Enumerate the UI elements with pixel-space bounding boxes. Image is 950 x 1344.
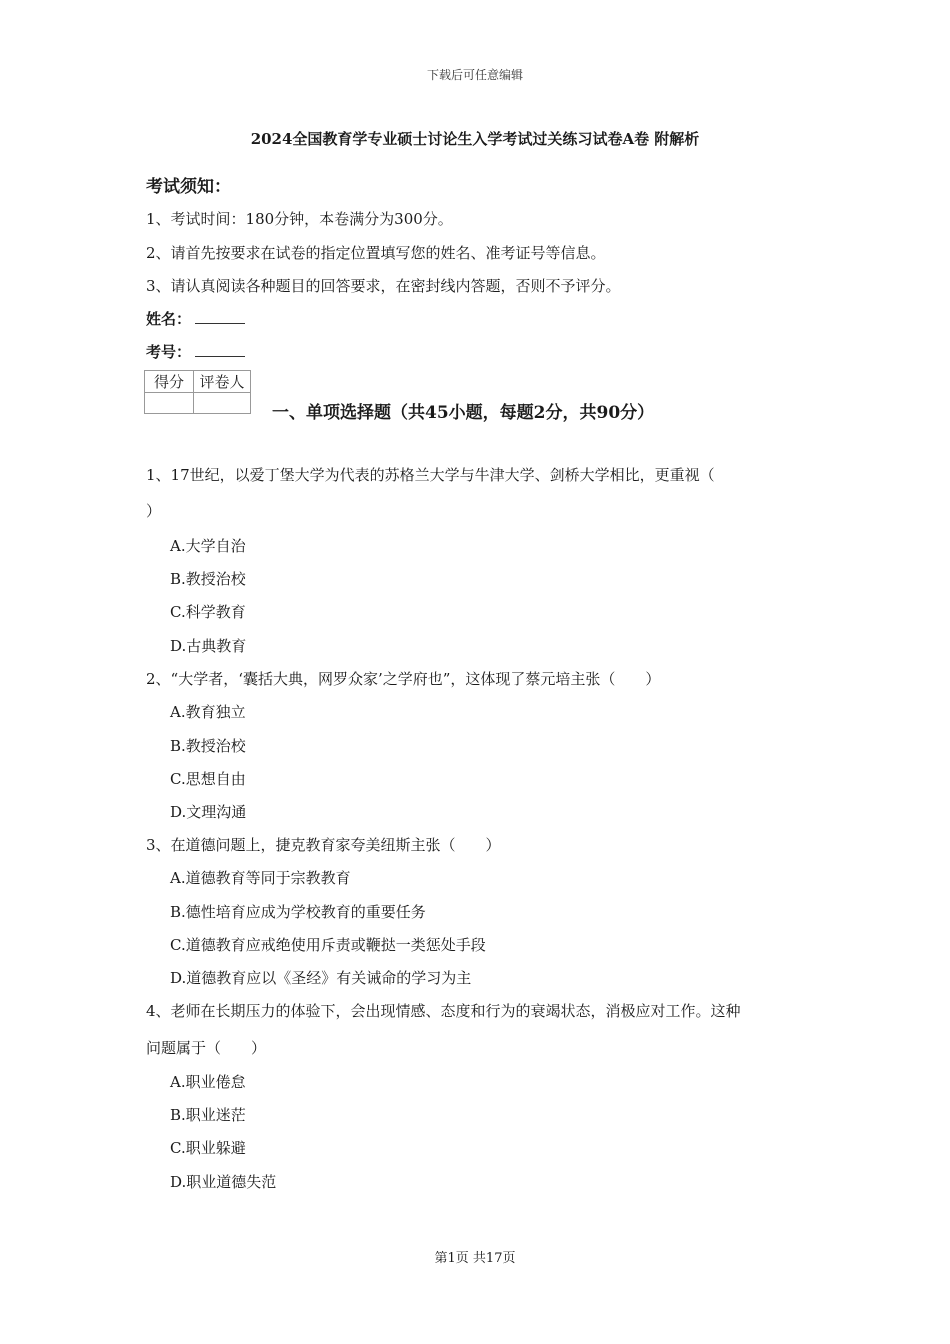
option: D.道德教育应以《圣经》有关诫命的学习为主 xyxy=(170,969,472,987)
grader-header: 评卷人 xyxy=(194,371,251,393)
option: A.职业倦怠 xyxy=(170,1073,246,1091)
notice-heading: 考试须知： xyxy=(146,177,231,197)
score-cell xyxy=(145,393,194,414)
option: B.教授治校 xyxy=(170,737,246,755)
grader-cell xyxy=(194,393,251,414)
option: B.德性培育应成为学校教育的重要任务 xyxy=(170,903,426,921)
question-stem: 2、“大学者，‘囊括大典，网罗众家’之学府也”，这体现了蔡元培主张（ ） xyxy=(146,670,661,688)
option: B.职业迷茫 xyxy=(170,1106,246,1124)
id-blank xyxy=(195,342,245,357)
score-table xyxy=(144,370,251,414)
document-title: 2024全国教育学专业硕士讨论生入学考试过关练习试卷A卷 附解析 xyxy=(250,130,700,148)
question-stem: 4、老师在长期压力的体验下，会出现情感、态度和行为的衰竭状态，消极应对工作。这种 xyxy=(146,1002,741,1020)
header-note: 下载后可任意编辑 xyxy=(426,68,523,82)
notice-item: 2、请首先按要求在试卷的指定位置填写您的姓名、准考证号等信息。 xyxy=(146,244,606,262)
id-field xyxy=(146,341,245,362)
score-header: 得分 xyxy=(145,371,194,393)
notice-item: 3、请认真阅读各种题目的回答要求，在密封线内答题，否则不予评分。 xyxy=(146,277,621,295)
option: C.道德教育应戒绝使用斥责或鞭挞一类惩处手段 xyxy=(170,936,486,954)
question-stem-cont: 问题属于（ ） xyxy=(146,1039,267,1057)
option: D.文理沟通 xyxy=(170,803,247,821)
option: D.职业道德失范 xyxy=(170,1173,277,1191)
notice-item: 1、考试时间：180分钟，本卷满分为300分。 xyxy=(146,210,453,228)
option: B.教授治校 xyxy=(170,570,246,588)
option: A.道德教育等同于宗教教育 xyxy=(170,869,351,887)
id-label: 考号： xyxy=(146,343,192,361)
option: D.古典教育 xyxy=(170,637,247,655)
question-stem: 1、17世纪，以爱丁堡大学为代表的苏格兰大学与牛津大学、剑桥大学相比，更重视（ xyxy=(146,466,715,484)
option: C.职业躲避 xyxy=(170,1139,246,1157)
question-stem-cont: ） xyxy=(146,502,162,520)
name-blank xyxy=(195,309,245,324)
option: C.科学教育 xyxy=(170,603,246,621)
option: A.教育独立 xyxy=(170,703,246,721)
option: A.大学自治 xyxy=(170,537,246,555)
name-field xyxy=(146,308,245,329)
section-heading: 一、单项选择题（共45小题，每题2分，共90分） xyxy=(272,403,655,423)
option: C.思想自由 xyxy=(170,770,246,788)
question-stem: 3、在道德问题上，捷克教育家夸美纽斯主张（ ） xyxy=(146,836,501,854)
page-footer: 第1页 共17页 xyxy=(434,1251,516,1266)
name-label: 姓名： xyxy=(146,310,192,328)
